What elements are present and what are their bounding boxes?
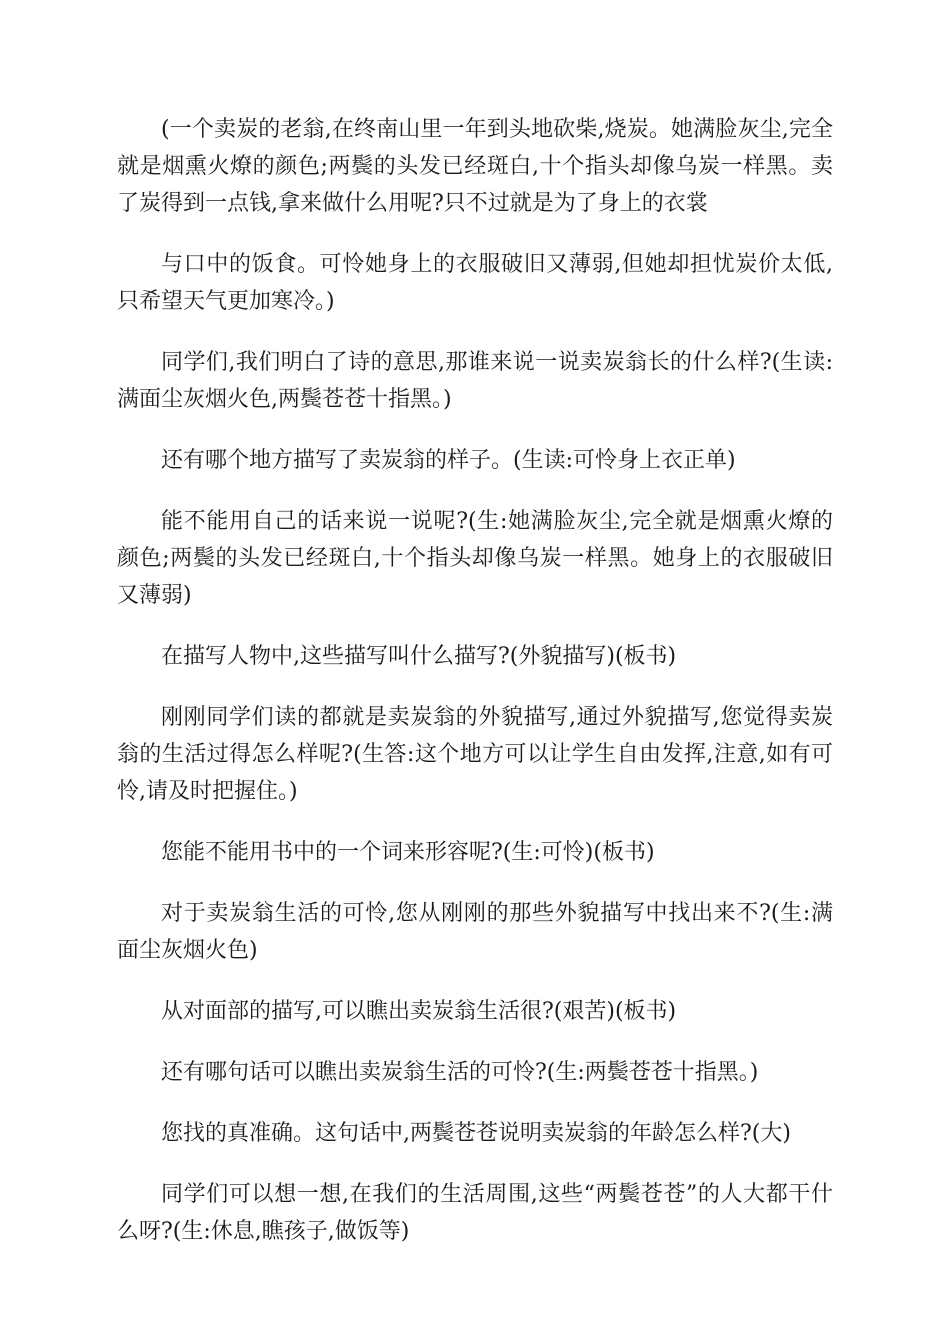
paragraph-8: 您能不能用书中的一个词来形容呢?(生:可怜)(板书) <box>161 840 655 865</box>
paragraph-5: 能不能用自己的话来说一说呢?(生:她满脸灰尘,完全就是烟熏火燎的颜色;两鬓的头发已经斑白,十个指头却像乌炭一样黑。她身上的衣服破旧又薄弱) <box>117 509 833 608</box>
paragraph-11: 还有哪句话可以瞧出卖炭翁生活的可怜?(生:两鬓苍苍十指黑。) <box>161 1060 759 1085</box>
paragraph-7: 刚刚同学们读的都就是卖炭翁的外貌描写,通过外貌描写,您觉得卖炭翁的生活过得怎么样呢?(生答:这个地方可以让学生自由发挥,注意,如有可怜,请及时把握住。) <box>117 705 833 804</box>
paragraph-4: 还有哪个地方描写了卖炭翁的样子。(生读:可怜身上衣正单) <box>161 448 736 473</box>
paragraph-12: 您找的真准确。这句话中,两鬓苍苍说明卖炭翁的年龄怎么样?(大) <box>161 1121 791 1146</box>
paragraph-2: 与口中的饭食。可怜她身上的衣服破旧又薄弱,但她却担忧炭价太低,只希望天气更加寒冷。) <box>117 252 833 314</box>
paragraph-3: 同学们,我们明白了诗的意思,那谁来说一说卖炭翁长的什么样?(生读:满面尘灰烟火色,两鬓苍苍十指黑。) <box>117 350 833 412</box>
paragraph-9: 对于卖炭翁生活的可怜,您从刚刚的那些外貌描写中找出来不?(生:满面尘灰烟火色) <box>117 901 833 963</box>
document-body <box>117 111 833 1274</box>
paragraph-1: (一个卖炭的老翁,在终南山里一年到头地砍柴,烧炭。她满脸灰尘,完全就是烟熏火燎的颜色;两鬓的头发已经斑白,十个指头却像乌炭一样黑。卖了炭得到一点钱,拿来做什么用呢?只不过就是为了身上的衣裳 <box>117 117 833 216</box>
paragraph-6: 在描写人物中,这些描写叫什么描写?(外貌描写)(板书) <box>161 644 677 669</box>
paragraph-10: 从对面部的描写,可以瞧出卖炭翁生活很?(艰苦)(板书) <box>161 999 677 1024</box>
paragraph-13: 同学们可以想一想,在我们的生活周围,这些“两鬓苍苍”的人大都干什么呀?(生:休息,瞧孩子,做饭等) <box>117 1182 833 1244</box>
